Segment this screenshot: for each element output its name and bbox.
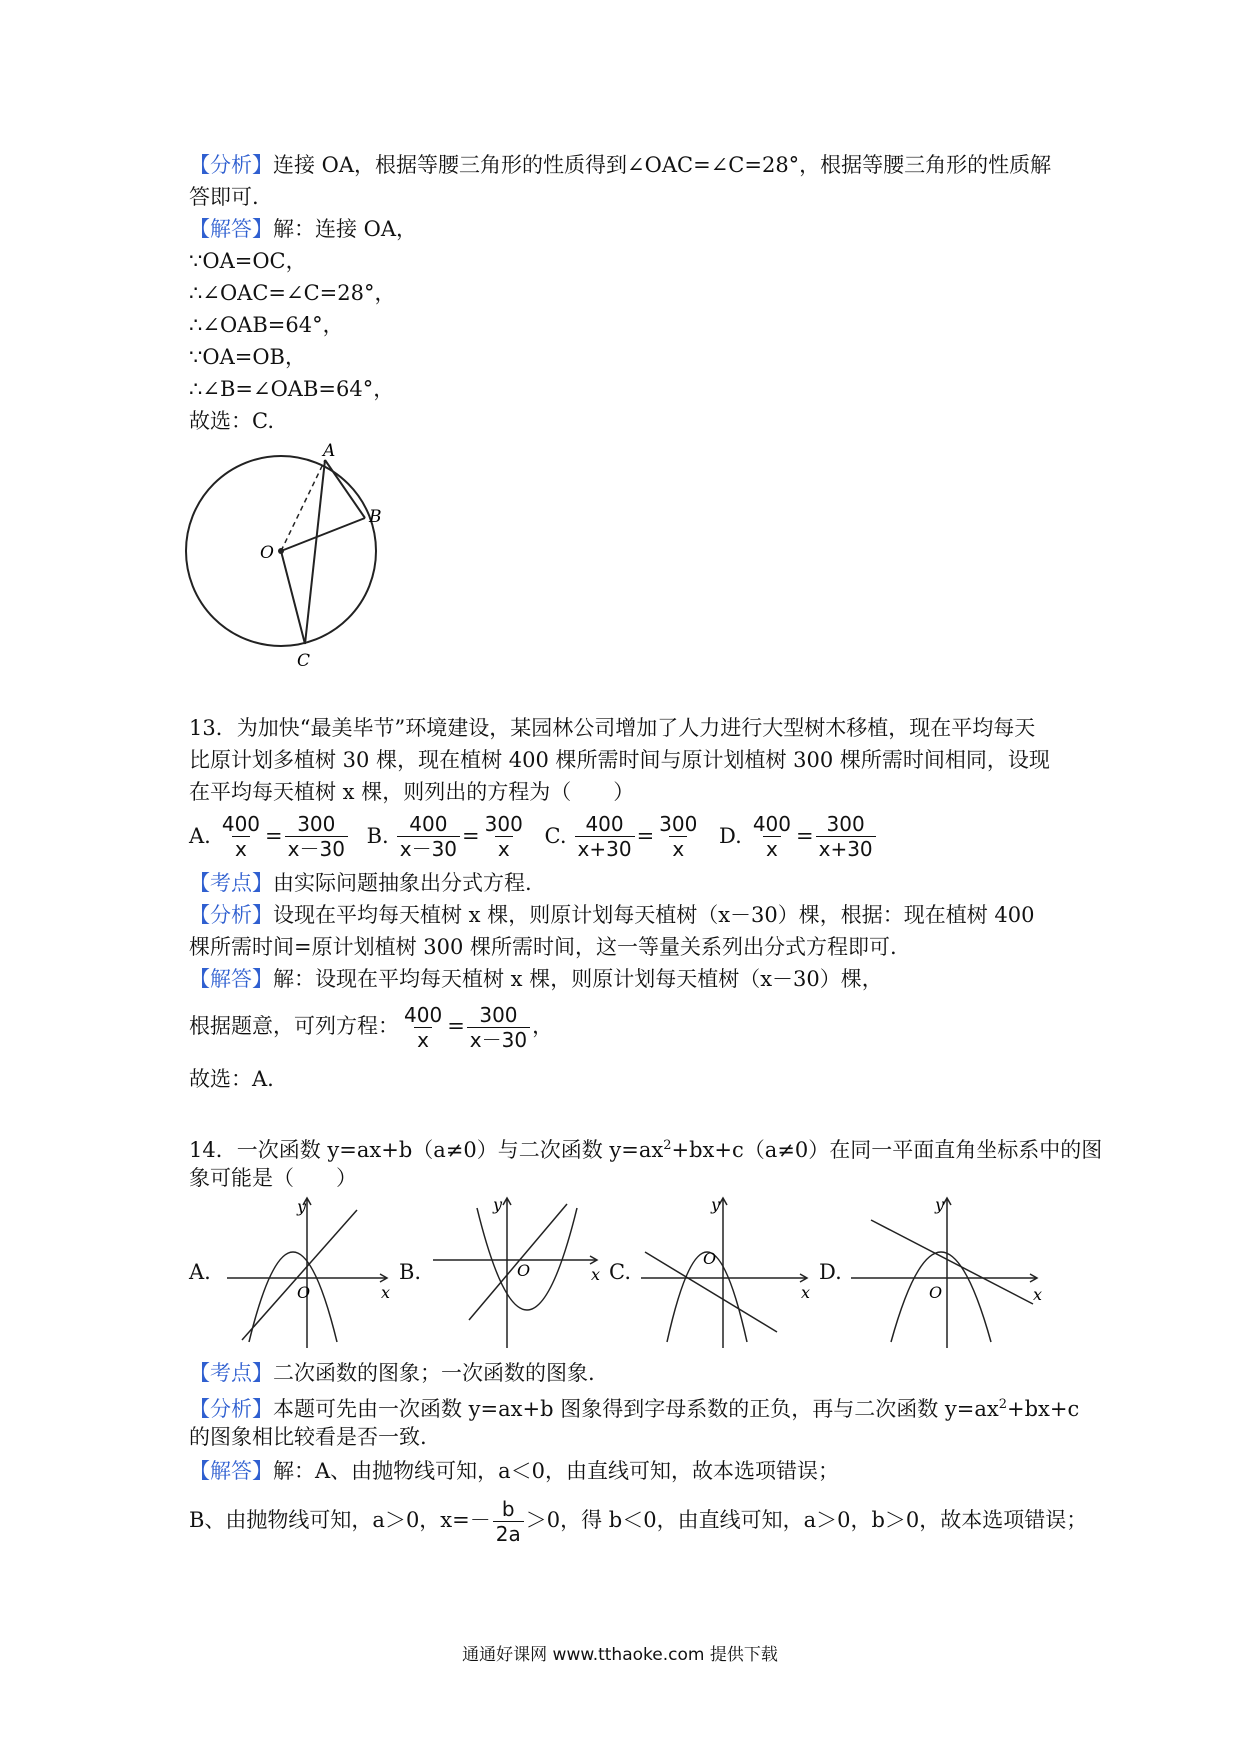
q12-step: ∴∠B=∠OAB=64°， bbox=[189, 377, 395, 401]
q14-answer-line: 【解答】解：A、由抛物线可知，a＜0，由直线可知，故本选项错误； bbox=[189, 1459, 840, 1483]
graph-label-b: B. bbox=[399, 1260, 422, 1284]
svg-text:y: y bbox=[935, 1195, 945, 1214]
svg-text:y: y bbox=[493, 1195, 503, 1214]
circle-figure bbox=[180, 438, 400, 678]
graph-label-a: A. bbox=[189, 1260, 211, 1284]
q12-analysis-line2: 答即可. bbox=[189, 185, 259, 209]
fraction: $\frac{300}{x+30}$ bbox=[816, 812, 876, 861]
graph-c bbox=[637, 1192, 817, 1352]
svg-text:y: y bbox=[711, 1195, 721, 1214]
graph-b bbox=[427, 1192, 607, 1352]
q12-choice: 故选：C. bbox=[189, 409, 274, 433]
point-o-label: O bbox=[260, 543, 274, 563]
q13-options bbox=[189, 808, 888, 864]
fraction: $\frac{300}{x}$ bbox=[659, 811, 698, 861]
q12-analysis-line1: 【分析】连接 OA，根据等腰三角形的性质得到∠OAC=∠C=28°，根据等腰三角形的性质解 bbox=[189, 153, 1052, 177]
q14-graph-options bbox=[189, 1192, 1049, 1352]
q14-line2: 象可能是（ ） bbox=[189, 1166, 357, 1190]
q12-step: ∵OA=OB， bbox=[189, 345, 306, 369]
q12-step: ∴∠OAC=∠C=28°， bbox=[189, 281, 396, 305]
point-b-label: B bbox=[369, 507, 382, 527]
q12-answer-line: 【解答】解：连接 OA， bbox=[189, 217, 418, 241]
analysis-tag: 【分析】 bbox=[189, 153, 273, 177]
svg-text:O: O bbox=[929, 1283, 943, 1302]
graph-label-d: D. bbox=[819, 1260, 842, 1284]
graph-d bbox=[847, 1192, 1047, 1352]
fraction: $\frac{400}{x-30}$ bbox=[397, 812, 460, 861]
svg-text:x: x bbox=[1033, 1285, 1043, 1304]
option-c: C. $\frac{400}{x+30}$ = $\frac{300}{x}$ bbox=[545, 808, 703, 864]
answer-tag: 【解答】 bbox=[189, 967, 273, 991]
q12-step: ∵OA=OC， bbox=[189, 249, 307, 273]
q13-kaodian: 【考点】由实际问题抽象出分式方程. bbox=[189, 871, 532, 895]
fraction: $\frac{300}{x-30}$ bbox=[285, 812, 348, 861]
point-a-label: A bbox=[323, 441, 336, 461]
q13-line2: 比原计划多植树 30 棵，现在植树 400 棵所需时间与原计划植树 300 棵所需时间相同，设现 bbox=[189, 748, 1050, 772]
fraction: $\frac{300}{x-30}$ bbox=[467, 1003, 530, 1052]
q12-step: ∴∠OAB=64°， bbox=[189, 313, 344, 337]
q14-option-b-explanation: B、由抛物线可知，a＞0，x=－ $\frac{b}{2a}$ ＞0，得 b＜0，由直线可知，a＞0，b＞0，故本选项错误； bbox=[189, 1497, 1088, 1546]
kaodian-tag: 【考点】 bbox=[189, 871, 273, 895]
q13-line3: 在平均每天植树 x 棵，则列出的方程为（ ） bbox=[189, 780, 635, 804]
option-d: D. $\frac{400}{x}$ = $\frac{300}{x+30}$ bbox=[719, 808, 878, 864]
svg-text:O: O bbox=[703, 1249, 717, 1268]
answer-tag: 【解答】 bbox=[189, 1459, 273, 1483]
svg-text:O: O bbox=[517, 1261, 531, 1280]
fraction: $\frac{400}{x}$ bbox=[404, 1003, 443, 1052]
analysis-tag: 【分析】 bbox=[189, 903, 273, 927]
fraction: $\frac{400}{x+30}$ bbox=[575, 812, 635, 861]
fraction: $\frac{b}{2a}$ bbox=[493, 1497, 524, 1546]
page-footer: 通通好课网 www.tthaoke.com 提供下载 bbox=[462, 1645, 778, 1665]
option-b: B. $\frac{400}{x-30}$ = $\frac{300}{x}$ bbox=[367, 808, 528, 864]
q14-line1: 14．一次函数 y=ax+b（a≠0）与二次函数 $y=ax^2+bx+c(a\ne 0)$在同一平面直角坐标系中的图 bbox=[189, 1138, 1103, 1162]
svg-text:x: x bbox=[381, 1283, 391, 1302]
fraction: $\frac{300}{x}$ bbox=[484, 811, 523, 861]
svg-text:y: y bbox=[297, 1197, 307, 1216]
svg-text:x: x bbox=[801, 1283, 811, 1302]
answer-tag: 【解答】 bbox=[189, 217, 273, 241]
graph-a bbox=[217, 1192, 397, 1352]
analysis-tag: 【分析】 bbox=[189, 1397, 273, 1421]
q14-analysis-line2: 的图象相比较看是否一致. bbox=[189, 1425, 427, 1449]
q13-line1: 13．为加快“最美毕节”环境建设，某园林公司增加了人力进行大型树木移植，现在平均每天 bbox=[189, 716, 1036, 740]
q13-analysis-line1: 【分析】设现在平均每天植树 x 棵，则原计划每天植树（x－30）棵，根据：现在植树 400 bbox=[189, 903, 1035, 927]
graph-label-c: C. bbox=[609, 1260, 631, 1284]
svg-text:x: x bbox=[591, 1265, 601, 1284]
q13-answer-line: 【解答】解：设现在平均每天植树 x 棵，则原计划每天植树（x－30）棵， bbox=[189, 967, 883, 991]
option-a: A. $\frac{400}{x}$ = $\frac{300}{x-30}$ bbox=[189, 808, 350, 864]
fraction: $\frac{400}{x}$ bbox=[221, 811, 261, 861]
q13-equation-line: 根据题意，可列方程： $\frac{400}{x}$ = $\frac{300}{x-30}$ ， bbox=[189, 1003, 554, 1052]
fraction: $\frac{400}{x}$ bbox=[752, 811, 791, 861]
svg-text:O: O bbox=[297, 1283, 311, 1302]
q13-analysis-line2: 棵所需时间=原计划植树 300 棵所需时间，这一等量关系列出分式方程即可. bbox=[189, 935, 897, 959]
q13-choice: 故选：A. bbox=[189, 1067, 274, 1091]
q14-analysis-line1: 【分析】本题可先由一次函数 y=ax+b 图象得到字母系数的正负，再与二次函数 $y=ax^2+bx+c$ bbox=[189, 1397, 1080, 1421]
point-c-label: C bbox=[297, 651, 311, 671]
q14-kaodian: 【考点】二次函数的图象；一次函数的图象. bbox=[189, 1361, 595, 1385]
kaodian-tag: 【考点】 bbox=[189, 1361, 273, 1385]
